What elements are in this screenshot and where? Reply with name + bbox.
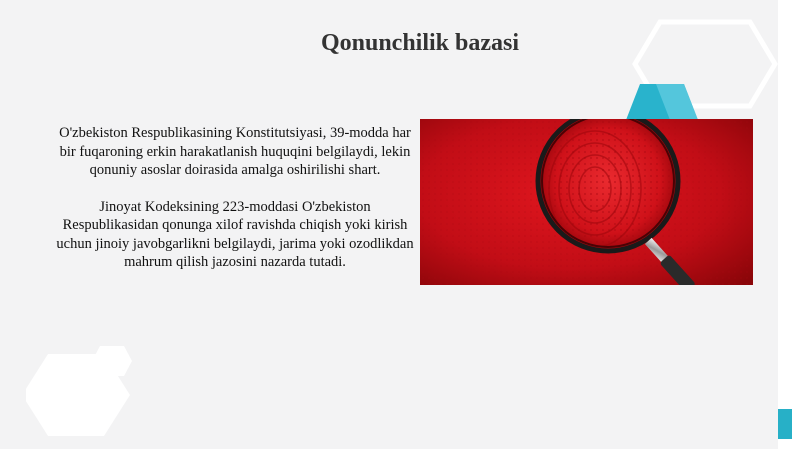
- small-white-hexagon-decoration: [92, 346, 132, 376]
- magnifying-glass-photo: [420, 119, 753, 285]
- magnifying-glass-icon: [420, 119, 753, 285]
- slide-body: [52, 124, 418, 290]
- teal-accent-bar: [778, 409, 792, 439]
- paragraph-criminal-code: Jinoyat Kodeksining 223-moddasi O'zbekiston Respublikasidan qonunga xilof ravishda chiqish yoki kirish uchun jinoiy javobgarlikni belgilaydi, jarima yoki ozodlikdan mahrum qilish jazosini nazarda tutadi.: [56, 198, 414, 270]
- right-edge-strip: [778, 0, 800, 449]
- slide-title: Qonunchilik bazasi: [320, 30, 520, 56]
- teal-hexagon-decoration: [626, 84, 698, 120]
- paragraph-constitution: O'zbekiston Respublikasining Konstitutsiyasi, 39-modda har bir fuqaroning erkin harakatlanish huquqini belgilaydi, lekin qonuniy asoslar doirasida amalga oshirilishi shart.: [59, 125, 411, 178]
